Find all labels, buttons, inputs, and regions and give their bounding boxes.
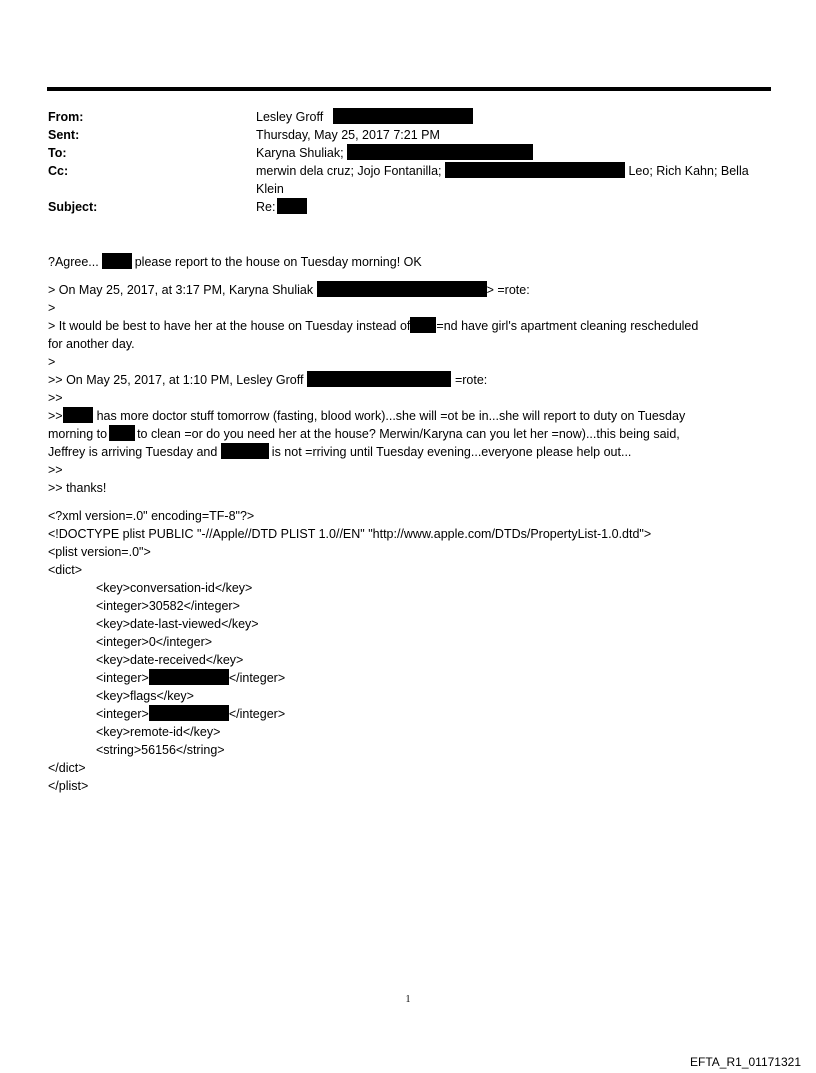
xml-line: <integer> </integer> bbox=[96, 707, 286, 721]
sent-row bbox=[48, 126, 770, 144]
body-line: ?Agree... please report to the house on Tuesday morning! OK bbox=[48, 255, 422, 269]
xml-line: <key>flags</key> bbox=[96, 689, 194, 703]
subject-label: Subject: bbox=[48, 200, 98, 214]
redaction bbox=[149, 705, 229, 721]
to-label: To: bbox=[48, 146, 67, 160]
redaction bbox=[410, 317, 436, 333]
cc-row bbox=[48, 162, 770, 198]
redaction bbox=[221, 443, 269, 459]
sent-label: Sent: bbox=[48, 128, 80, 142]
quote-line: morning to to clean =or do you need her at the house? Merwin/Karyna can you let her =now)...this being said, bbox=[48, 427, 680, 441]
xml-line: <?xml version=.0" encoding=TF-8"?> bbox=[48, 509, 255, 523]
email-header bbox=[48, 108, 770, 216]
quote-line: for another day. bbox=[48, 337, 135, 351]
xml-line: <key>date-last-viewed</key> bbox=[96, 617, 259, 631]
redaction bbox=[102, 253, 132, 269]
bates-number: EFTA_R1_01171321 bbox=[690, 1055, 801, 1069]
quote-line: > bbox=[48, 301, 56, 315]
quote-line: Jeffrey is arriving Tuesday and is not =rriving until Tuesday evening...everyone please help out... bbox=[48, 445, 632, 459]
email-body bbox=[48, 253, 770, 795]
redaction bbox=[333, 108, 473, 124]
redaction bbox=[63, 407, 93, 423]
redaction bbox=[277, 198, 307, 214]
from-value: Lesley Groff bbox=[256, 108, 770, 126]
xml-line: <integer>30582</integer> bbox=[96, 599, 240, 613]
from-row bbox=[48, 108, 770, 126]
xml-line: <key>remote-id</key> bbox=[96, 725, 221, 739]
subject-row bbox=[48, 198, 770, 216]
xml-line: </dict> bbox=[48, 761, 86, 775]
top-rule bbox=[47, 87, 771, 91]
quote-line: > On May 25, 2017, at 3:17 PM, Karyna Shuliak > =rote: bbox=[48, 283, 530, 297]
redaction bbox=[445, 162, 625, 178]
to-row bbox=[48, 144, 770, 162]
quote-line: >> thanks! bbox=[48, 481, 107, 495]
xml-line: <string>56156</string> bbox=[96, 743, 225, 757]
redaction bbox=[317, 281, 487, 297]
xml-line: <plist version=.0"> bbox=[48, 545, 151, 559]
xml-line: <integer> </integer> bbox=[96, 671, 286, 685]
xml-line: </plist> bbox=[48, 779, 89, 793]
cc-value: merwin dela cruz; Jojo Fontanilla; Leo; Rich Kahn; Bella Klein bbox=[256, 164, 749, 196]
from-label: From: bbox=[48, 110, 84, 124]
page-number: 1 bbox=[405, 994, 411, 1005]
xml-line: <!DOCTYPE plist PUBLIC "-//Apple//DTD PLIST 1.0//EN" "http://www.apple.com/DTDs/PropertyList-1.0.dtd"> bbox=[48, 527, 652, 541]
quote-line: > bbox=[48, 355, 56, 369]
redaction bbox=[347, 144, 533, 160]
quote-line: >> bbox=[48, 391, 63, 405]
redaction bbox=[109, 425, 135, 441]
subject-value: Re: bbox=[256, 198, 770, 216]
xml-line: <key>date-received</key> bbox=[96, 653, 244, 667]
xml-line: <integer>0</integer> bbox=[96, 635, 213, 649]
to-value: Karyna Shuliak; bbox=[256, 144, 770, 162]
quote-line: > It would be best to have her at the house on Tuesday instead of =nd have girl's apartment cleaning rescheduled bbox=[48, 319, 699, 333]
sent-value: Thursday, May 25, 2017 7:21 PM bbox=[256, 128, 440, 142]
redaction bbox=[149, 669, 229, 685]
quote-line: >> has more doctor stuff tomorrow (fasting, blood work)...she will =ot be in...she will report to duty on Tuesday bbox=[48, 409, 686, 423]
cc-label: Cc: bbox=[48, 164, 69, 178]
quote-line: >> On May 25, 2017, at 1:10 PM, Lesley Groff =rote: bbox=[48, 373, 488, 387]
quote-line: >> bbox=[48, 463, 63, 477]
redaction bbox=[307, 371, 451, 387]
xml-line: <dict> bbox=[48, 563, 83, 577]
xml-line: <key>conversation-id</key> bbox=[96, 581, 253, 595]
